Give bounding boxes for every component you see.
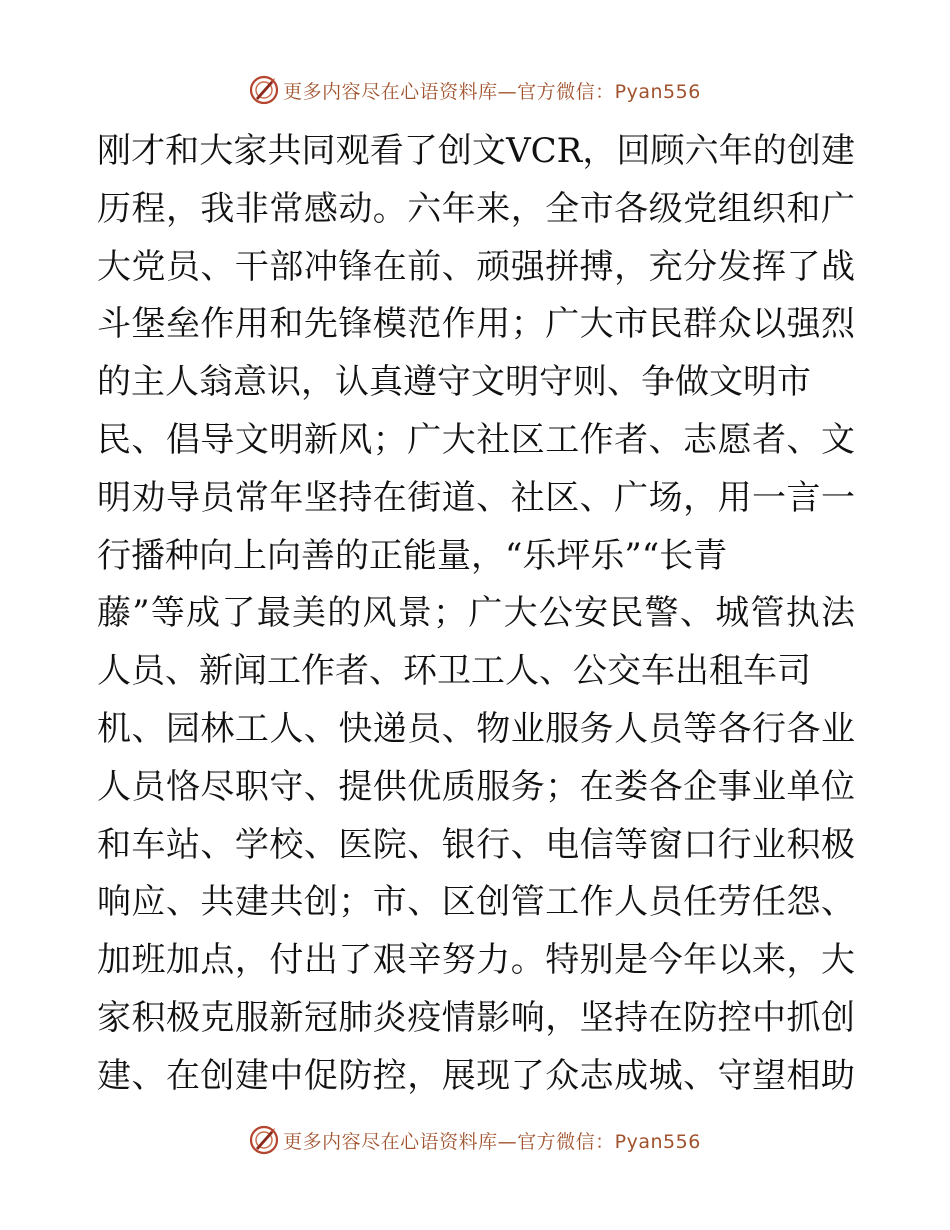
footer-banner-text: 更多内容尽在心语资料库—官方微信：Pyan556 bbox=[283, 1130, 701, 1153]
quill-logo-icon bbox=[249, 1125, 279, 1155]
body-line: 大党员、干部冲锋在前、顽强拼搏，充分发挥了战 bbox=[97, 246, 855, 287]
body-line: 行播种向上向善的正能量，“乐坪乐”“长青 bbox=[97, 535, 728, 576]
body-line: 家积极克服新冠肺炎疫情影响，坚持在防控中抓创 bbox=[97, 997, 855, 1038]
body-line: 藤”等成了最美的风景；广大公安民警、城管执法 bbox=[97, 593, 855, 634]
body-line: 建、在创建中促防控，展现了众志成城、守望相助 bbox=[97, 1055, 855, 1096]
body-line: 的主人翁意识，认真遵守文明守则、争做文明市 bbox=[97, 362, 811, 403]
document-body bbox=[97, 123, 855, 1106]
header-banner bbox=[0, 70, 950, 110]
body-line: 刚才和大家共同观看了创文VCR，回顾六年的创建 bbox=[97, 131, 855, 171]
footer-banner bbox=[0, 1120, 950, 1160]
body-line: 人员恪尽职守、提供优质服务；在娄各企事业单位 bbox=[97, 766, 855, 807]
body-line: 响应、共建共创；市、区创管工作人员任劳任怨、 bbox=[97, 882, 855, 923]
body-line: 人员、新闻工作者、环卫工人、公交车出租车司 bbox=[97, 651, 811, 692]
body-line: 机、园林工人、快递员、物业服务人员等各行各业 bbox=[97, 708, 855, 749]
body-line: 斗堡垒作用和先锋模范作用；广大市民群众以强烈 bbox=[97, 304, 855, 345]
body-line: 民、倡导文明新风；广大社区工作者、志愿者、文 bbox=[97, 419, 855, 460]
body-line: 和车站、学校、医院、银行、电信等窗口行业积极 bbox=[97, 824, 855, 865]
body-line: 明劝导员常年坚持在街道、社区、广场，用一言一 bbox=[97, 477, 855, 518]
body-line: 历程，我非常感动。六年来，全市各级党组织和广 bbox=[97, 188, 855, 229]
body-line: 加班加点，付出了艰辛努力。特别是今年以来，大 bbox=[97, 940, 855, 981]
quill-logo-icon bbox=[249, 75, 279, 105]
header-banner-text: 更多内容尽在心语资料库—官方微信：Pyan556 bbox=[283, 80, 701, 103]
